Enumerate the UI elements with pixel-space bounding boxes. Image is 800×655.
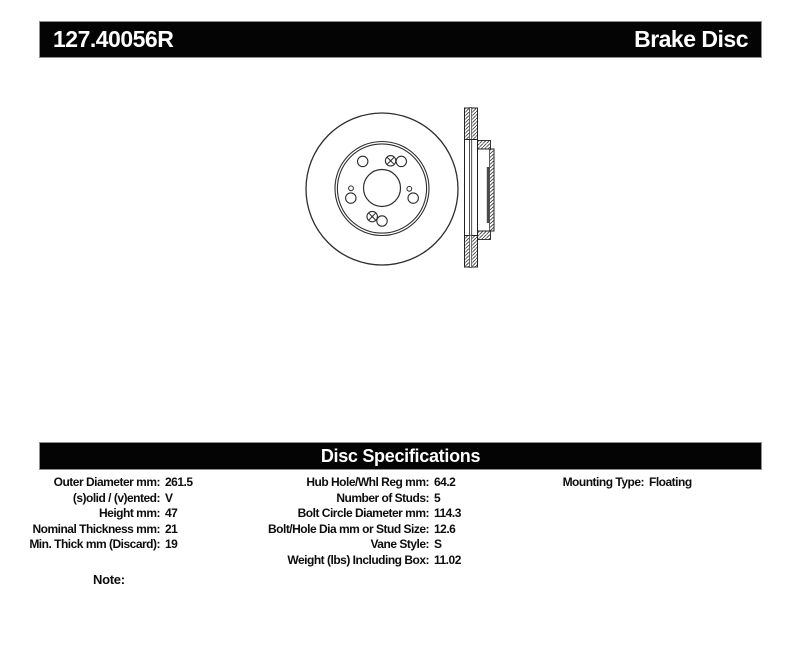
section-top-vent-channel xyxy=(469,108,471,140)
hat-bottom-flange xyxy=(478,231,491,240)
spec-label: Outer Diameter mm: xyxy=(53,475,160,489)
pilot-hole xyxy=(349,186,354,191)
disc-side-view xyxy=(465,108,495,268)
drill-mark-hole xyxy=(385,156,395,166)
spec-label: Hub Hole/Whl Reg mm: xyxy=(306,475,429,489)
product-title: Brake Disc xyxy=(634,26,748,52)
stud-hole xyxy=(346,193,356,203)
stud-hole xyxy=(358,156,368,166)
friction-plates xyxy=(465,140,478,236)
stud-hole xyxy=(408,193,418,203)
spec-value: 114.3 xyxy=(434,506,461,521)
outer-ring xyxy=(306,113,458,265)
spec-row xyxy=(251,475,461,491)
spec-value: 47 xyxy=(165,506,178,521)
spec-row xyxy=(251,491,461,507)
disc-front-view xyxy=(306,113,458,265)
spec-column-left xyxy=(20,475,193,553)
brake-disc-drawing xyxy=(280,88,520,292)
spec-value: 5 xyxy=(434,490,441,505)
spec-value: V xyxy=(165,490,173,505)
spec-label: (s)olid / (v)ented: xyxy=(72,490,160,505)
section-bottom-vent-channel xyxy=(469,235,471,267)
part-number: 127.40056R xyxy=(53,26,174,52)
spec-row xyxy=(20,491,193,507)
spec-row xyxy=(20,522,193,538)
spec-label: Number of Studs: xyxy=(336,490,429,505)
hat-ring-inner xyxy=(337,144,426,233)
spec-row xyxy=(251,553,461,569)
center-bore xyxy=(364,170,401,207)
spec-column-right xyxy=(544,475,692,491)
pilot-hole xyxy=(407,186,412,191)
spec-row xyxy=(20,475,193,491)
hat-top-flange xyxy=(478,141,491,150)
spec-value: Floating xyxy=(649,475,692,489)
spec-value: 11.02 xyxy=(434,552,461,567)
spec-value: 64.2 xyxy=(434,475,456,489)
spec-value: 21 xyxy=(165,521,178,536)
spec-value: 19 xyxy=(165,537,178,552)
spec-label: Bolt/Hole Dia mm or Stud Size: xyxy=(267,521,429,536)
spec-label: Min. Thick mm (Discard): xyxy=(29,537,160,552)
spec-row xyxy=(251,522,461,538)
spec-section-header xyxy=(39,442,762,470)
hat-wall-hatch xyxy=(490,149,495,231)
spec-row xyxy=(544,475,692,491)
spec-section-title: Disc Specifications xyxy=(320,446,481,466)
spec-column-middle xyxy=(251,475,461,569)
note-label: Note: xyxy=(93,572,125,587)
spec-row xyxy=(20,506,193,522)
spec-value: 12.6 xyxy=(434,521,456,536)
stud-hole xyxy=(377,216,387,226)
stud-hole xyxy=(396,156,406,166)
spec-row xyxy=(251,506,461,522)
spec-row xyxy=(20,537,193,553)
spec-label: Vane Style: xyxy=(370,537,429,552)
spec-label: Height mm: xyxy=(99,506,160,521)
spec-label: Nominal Thickness mm: xyxy=(32,521,160,536)
spec-label: Bolt Circle Diameter mm: xyxy=(297,506,429,521)
hat-inner-wall xyxy=(487,167,490,223)
drill-mark-hole xyxy=(367,211,377,221)
spec-label: Mounting Type: xyxy=(562,475,644,489)
header-bar xyxy=(39,21,762,58)
spec-value: S xyxy=(434,537,442,552)
spec-label: Weight (lbs) Including Box: xyxy=(287,552,429,567)
spec-row xyxy=(251,537,461,553)
spec-value: 261.5 xyxy=(165,475,193,489)
